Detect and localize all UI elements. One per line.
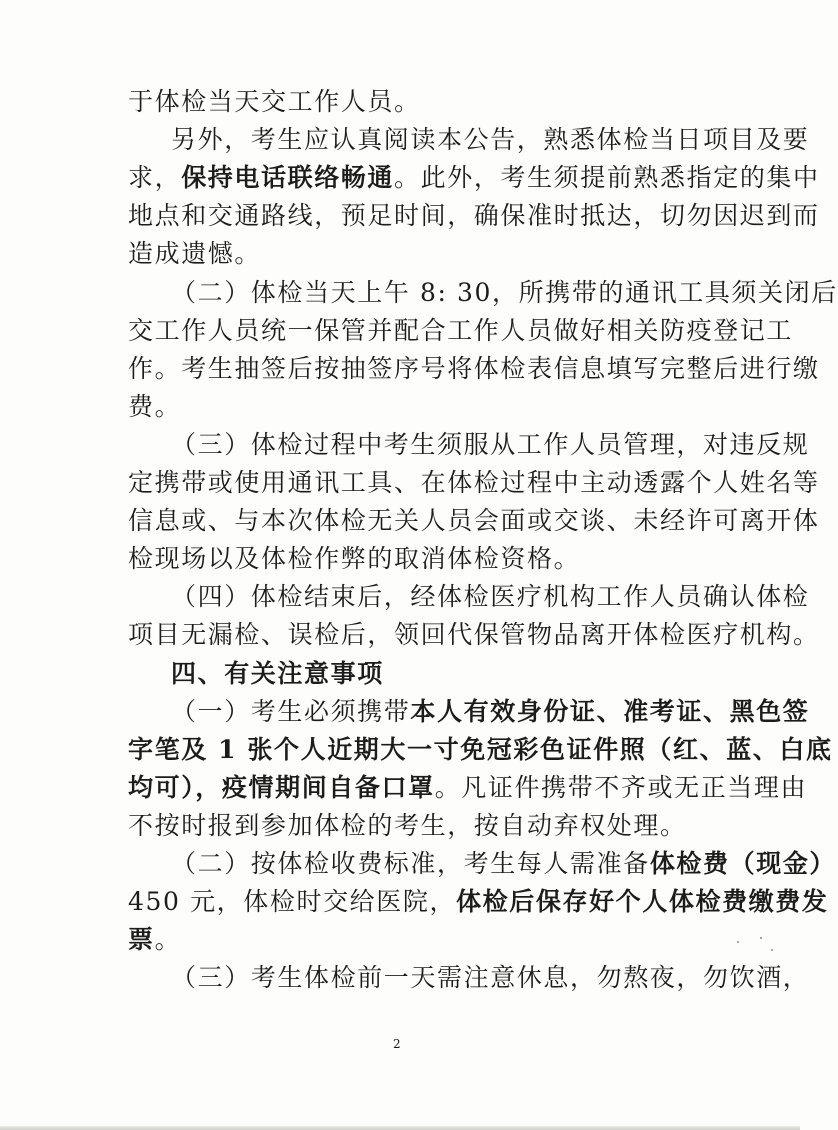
text-segment: 地点和交通路线，预足时间，确保准时抵达，切勿因迟到而 <box>128 201 820 230</box>
scan-speck <box>771 949 773 951</box>
text-segment: 。 <box>154 925 182 954</box>
text-line <box>171 697 809 727</box>
text-line <box>128 811 687 841</box>
text-segment: （三）体检过程中考生须服从工作人员管理，对违反规 <box>171 430 810 459</box>
text-line <box>128 773 807 803</box>
bold-text-segment: 四、有关注意事项 <box>171 659 384 688</box>
text-line <box>128 887 828 917</box>
text-segment: 作。考生抽签后按抽签序号将体检表信息填写完整后进行缴 <box>128 354 820 383</box>
text-segment: 费。 <box>128 392 182 421</box>
text-segment: 不按时报到参加体检的考生，按自动弃权处理。 <box>128 811 687 840</box>
text-line <box>171 125 809 155</box>
text-segment: 检现场以及体检作弊的取消体检资格。 <box>128 544 581 573</box>
text-segment: 另外，考生应认真阅读本公告，熟悉体检当日项目及要 <box>171 125 810 154</box>
text-segment: 定携带或使用通讯工具、在体检过程中主动透露个人姓名等 <box>128 468 820 497</box>
bold-text-segment: 字笔及 1 张个人近期大一寸免冠彩色证件照（红、蓝、白底 <box>128 735 833 764</box>
text-line <box>128 201 820 231</box>
text-line <box>171 659 384 689</box>
text-line <box>171 849 836 879</box>
text-line <box>128 544 580 574</box>
text-segment: （四）体检结束后，经体检医疗机构工作人员确认体检 <box>171 582 810 611</box>
text-segment: （二）体检当天上午 8: 30，所携带的通讯工具须关闭后 <box>171 278 838 307</box>
bold-text-segment: 体检后保存好个人体检费缴费发 <box>456 887 829 916</box>
text-line <box>128 392 181 422</box>
text-segment: （三）考生体检前一天需注意休息，勿熬夜，勿饮酒， <box>171 963 810 992</box>
text-segment: （二）按体检收费标准，考生每人需准备 <box>171 849 650 878</box>
text-segment: 。凡证件携带不齐或无正当理由 <box>434 773 808 802</box>
text-line <box>128 925 181 955</box>
text-segment: （一）考生必须携带 <box>171 697 411 726</box>
text-segment: 求， <box>128 163 182 192</box>
text-line <box>171 278 838 308</box>
page-number: 2 <box>393 1037 401 1051</box>
text-line <box>128 87 421 117</box>
text-line <box>128 316 793 346</box>
bold-text-segment: 均可），疫情期间自备口罩 <box>128 773 435 802</box>
bold-text-segment: 票 <box>128 925 155 954</box>
text-segment: 。此外，考生须提前熟悉指定的集中 <box>394 163 820 192</box>
bold-text-segment: 体检费（现金） <box>649 849 837 878</box>
text-line <box>171 582 809 612</box>
text-line <box>171 430 809 460</box>
bold-text-segment: 本人有效身份证、准考证、黑色签 <box>410 697 810 726</box>
text-line <box>128 239 261 269</box>
bold-text-segment: 保持电话联络畅通 <box>181 163 395 192</box>
text-line <box>128 354 820 384</box>
text-segment: 交工作人员统一保管并配合工作人员做好相关防疫登记工 <box>128 316 794 345</box>
text-line <box>128 620 820 650</box>
text-line <box>128 735 833 765</box>
text-segment: 于体检当天交工作人员。 <box>128 87 421 116</box>
text-line <box>128 506 820 536</box>
scan-speck <box>760 937 762 939</box>
scan-bottom-edge <box>0 1126 800 1130</box>
text-line <box>128 468 820 498</box>
text-line <box>128 163 820 193</box>
text-line <box>171 963 809 993</box>
text-segment: 造成遗憾。 <box>128 239 262 268</box>
text-segment: 项目无漏检、误检后，领回代保管物品离开体检医疗机构。 <box>128 620 820 649</box>
text-segment: 450 元，体检时交给医院， <box>128 887 457 916</box>
text-segment: 信息或、与本次体检无关人员会面或交谈、未经许可离开体 <box>128 506 820 535</box>
scan-speck <box>737 941 739 943</box>
